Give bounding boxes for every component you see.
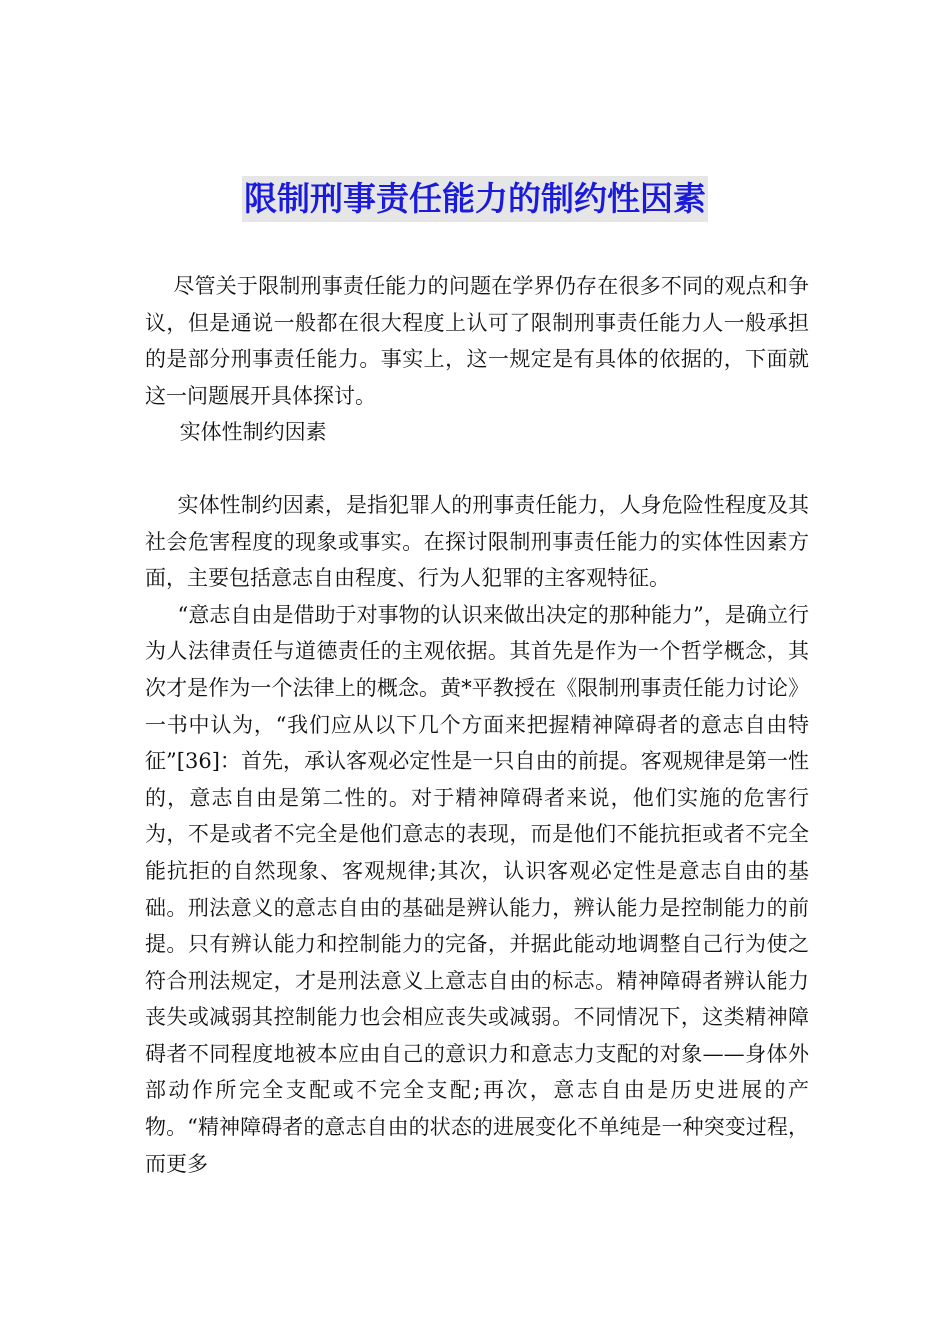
paragraph-definition: 实体性制约因素，是指犯罪人的刑事责任能力，人身危险性程度及其社会危害程度的现象或事实。在探讨限制刑事责任能力的实体性因素方面，主要包括意志自由程度、行为人犯罪的主客观特征。 — [145, 492, 809, 591]
document-title: 限制刑事责任能力的制约性因素 — [242, 176, 708, 222]
document-body — [145, 268, 809, 1182]
paragraph-intro: 尽管关于限制刑事责任能力的问题在学界仍存在很多不同的观点和争议，但是通说一般都在很大程度上认可了限制刑事责任能力人一般承担的是部分刑事责任能力。事实上，这一规定是有具体的依据的，下面就这一问题展开具体探讨。 — [145, 274, 809, 408]
paragraph-free-will: “意志自由是借助于对事物的认识来做出决定的那种能力”，是确立行为人法律责任与道德责任的主观依据。其首先是作为一个哲学概念，其次才是作为一个法律上的概念。黄*平教授在《限制刑事责任能力讨论》一书中认为，“我们应从以下几个方面来把握精神障碍者的意志自由特征”[36]：首先，承认客观必定性是一只自由的前提。客观规律是第一性的，意志自由是第二性的。对于精神障碍者来说，他们实施的危害行为，不是或者不完全是他们意志的表现，而是他们不能抗拒或者不完全能抗拒的自然现象、客观规律;其次，认识客观必定性是意志自由的基础。刑法意义的意志自由的基础是辨认能力，辨认能力是控制能力的前提。只有辨认能力和控制能力的完备，并据此能动地调整自己行为使之符合刑法规定，才是刑法意义上意志自由的标志。精神障碍者辨认能力丧失或减弱其控制能力也会相应丧失或减弱。不同情况下，这类精神障碍者不同程度地被本应由自己的意识力和意志力支配的对象——身体外部动作所完全支配或不完全支配;再次，意志自由是历史进展的产物。“精神障碍者的意志自由的状态的进展变化不单纯是一种突变过程，而更多 — [145, 602, 809, 1176]
title-container — [0, 176, 950, 222]
section-heading: 实体性制约因素 — [179, 420, 327, 445]
